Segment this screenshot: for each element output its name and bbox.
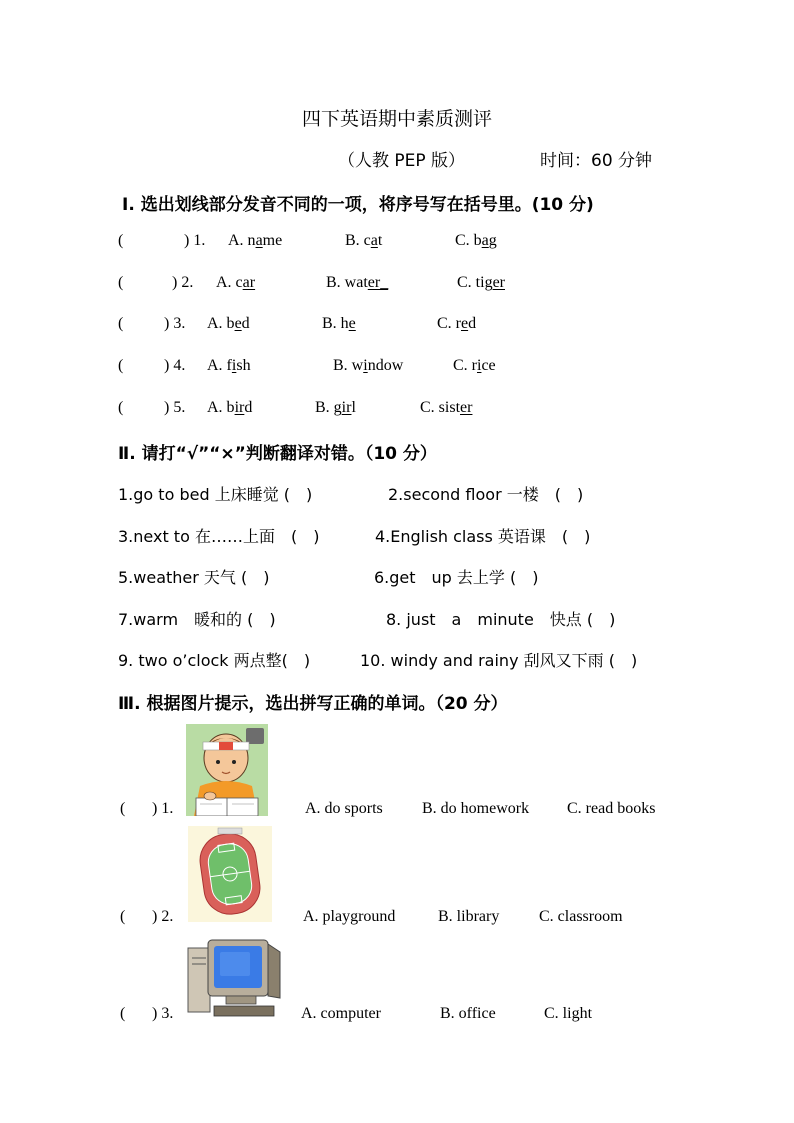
option-c bbox=[437, 315, 476, 333]
option-text: C. tig bbox=[457, 274, 493, 291]
underlined-letters: i bbox=[477, 357, 482, 374]
underlined-letters: a bbox=[255, 232, 263, 249]
option-text: B. h bbox=[322, 315, 349, 332]
option-c: C. light bbox=[544, 1005, 593, 1022]
option-text: ndow bbox=[367, 357, 404, 374]
option-b bbox=[322, 315, 356, 333]
underlined-letters: a bbox=[370, 232, 378, 249]
option-b bbox=[345, 232, 382, 250]
page-title: 四下英语期中素质测评 bbox=[301, 108, 492, 130]
option-text: C. r bbox=[453, 357, 477, 374]
judge-item-1: 1.go to bed 上床睡觉 ( ) bbox=[118, 485, 313, 504]
option-b bbox=[326, 274, 388, 292]
judge-item-5: 5.weather 天气 ( ) bbox=[118, 568, 270, 587]
section2-title: Ⅱ. 请打“√”“×”判断翻译对错。（10 分） bbox=[118, 444, 437, 464]
underlined-letters: ir bbox=[234, 399, 245, 416]
option-text: B. w bbox=[333, 357, 364, 374]
option-a bbox=[228, 232, 282, 250]
option-b: B. office bbox=[440, 1005, 496, 1022]
option-a bbox=[216, 274, 255, 292]
answer-bracket[interactable]: ( bbox=[118, 399, 124, 416]
question-number: ) 3. bbox=[164, 315, 186, 332]
option-text: me bbox=[262, 232, 283, 249]
judge-item-6: 6.get up 去上学 ( ) bbox=[374, 568, 539, 587]
option-text: B. c bbox=[345, 232, 371, 249]
question-number: ) 2. bbox=[152, 908, 174, 925]
underlined-letters: er bbox=[460, 399, 473, 416]
question-number: ) 3. bbox=[152, 1005, 174, 1022]
option-a: A. playground bbox=[303, 908, 396, 925]
option-c bbox=[453, 357, 496, 375]
option-b bbox=[315, 399, 356, 417]
judge-item-7: 7.warm 暖和的 ( ) bbox=[118, 610, 276, 629]
underlined-letters: a bbox=[481, 232, 489, 249]
option-text: B. g bbox=[315, 399, 342, 416]
option-text: d bbox=[241, 315, 250, 332]
option-text: C. b bbox=[455, 232, 482, 249]
answer-bracket[interactable]: ( bbox=[120, 1005, 126, 1022]
judge-item-4: 4.English class 英语课 ( ) bbox=[375, 527, 591, 546]
option-text: d bbox=[244, 399, 253, 416]
option-text: C. r bbox=[437, 315, 461, 332]
option-c bbox=[455, 232, 497, 250]
option-text: B. wat bbox=[326, 274, 368, 291]
underlined-letters: e bbox=[461, 315, 469, 332]
computer-picture bbox=[186, 934, 284, 1018]
option-a: A. do sports bbox=[305, 800, 383, 817]
edition-label: （人教 PEP 版） bbox=[338, 151, 466, 171]
option-a bbox=[207, 399, 252, 417]
option-c bbox=[457, 274, 505, 292]
answer-bracket[interactable]: ( bbox=[120, 908, 126, 925]
time-label: 时间：60 分钟 bbox=[540, 151, 653, 171]
section1-title: Ⅰ. 选出划线部分发音不同的一项，将序号写在括号里。(10 分) bbox=[122, 195, 594, 215]
option-b: B. do homework bbox=[422, 800, 530, 817]
option-text: A. b bbox=[207, 315, 235, 332]
option-text: A. f bbox=[207, 357, 232, 374]
option-text: ce bbox=[481, 357, 496, 374]
option-c: C. classroom bbox=[539, 908, 623, 925]
underlined-letters: i bbox=[231, 357, 237, 374]
judge-item-8: 8. just a minute 快点 ( ) bbox=[386, 610, 616, 629]
question-number: ) 2. bbox=[172, 274, 194, 291]
judge-item-10: 10. windy and rainy 刮风又下雨 ( ) bbox=[360, 651, 638, 670]
underlined-letters: i bbox=[363, 357, 368, 374]
judge-item-2: 2.second floor 一楼 ( ) bbox=[388, 485, 584, 504]
option-a bbox=[207, 315, 250, 333]
underlined-letters: e bbox=[234, 315, 242, 332]
option-text: t bbox=[377, 232, 383, 249]
option-text: l bbox=[351, 399, 356, 416]
answer-bracket[interactable]: ( bbox=[120, 800, 126, 817]
underlined-letters: ir bbox=[341, 399, 352, 416]
question-number: ) 1. bbox=[184, 232, 206, 249]
option-text: sh bbox=[236, 357, 251, 374]
option-c bbox=[420, 399, 472, 417]
option-b: B. library bbox=[438, 908, 500, 925]
option-b bbox=[333, 357, 403, 375]
option-a: A. computer bbox=[301, 1005, 381, 1022]
question-number: ) 1. bbox=[152, 800, 174, 817]
answer-bracket[interactable]: ( bbox=[118, 274, 124, 291]
judge-item-9: 9. two o’clock 两点整( ) bbox=[118, 651, 311, 670]
option-text: A. b bbox=[207, 399, 235, 416]
option-text: A. c bbox=[216, 274, 243, 291]
question-number: ) 5. bbox=[164, 399, 186, 416]
underlined-letters: er_ bbox=[367, 274, 389, 291]
answer-bracket[interactable]: ( bbox=[118, 357, 124, 374]
answer-bracket[interactable]: ( bbox=[118, 232, 124, 249]
answer-bracket[interactable]: ( bbox=[118, 315, 124, 332]
underlined-letters: ar bbox=[242, 274, 256, 291]
question-number: ) 4. bbox=[164, 357, 186, 374]
underlined-letters: er bbox=[492, 274, 505, 291]
option-text: A. n bbox=[228, 232, 256, 249]
underlined-letters: e bbox=[348, 315, 356, 332]
section3-title: Ⅲ. 根据图片提示，选出拼写正确的单词。（20 分） bbox=[118, 694, 508, 714]
option-text: d bbox=[468, 315, 477, 332]
boy-homework-picture bbox=[186, 724, 268, 816]
playground-picture bbox=[188, 826, 272, 922]
option-text: g bbox=[488, 232, 497, 249]
option-c: C. read books bbox=[567, 800, 656, 817]
judge-item-3: 3.next to 在……上面 ( ) bbox=[118, 527, 320, 546]
option-a bbox=[207, 357, 251, 375]
option-text: C. sist bbox=[420, 399, 461, 416]
